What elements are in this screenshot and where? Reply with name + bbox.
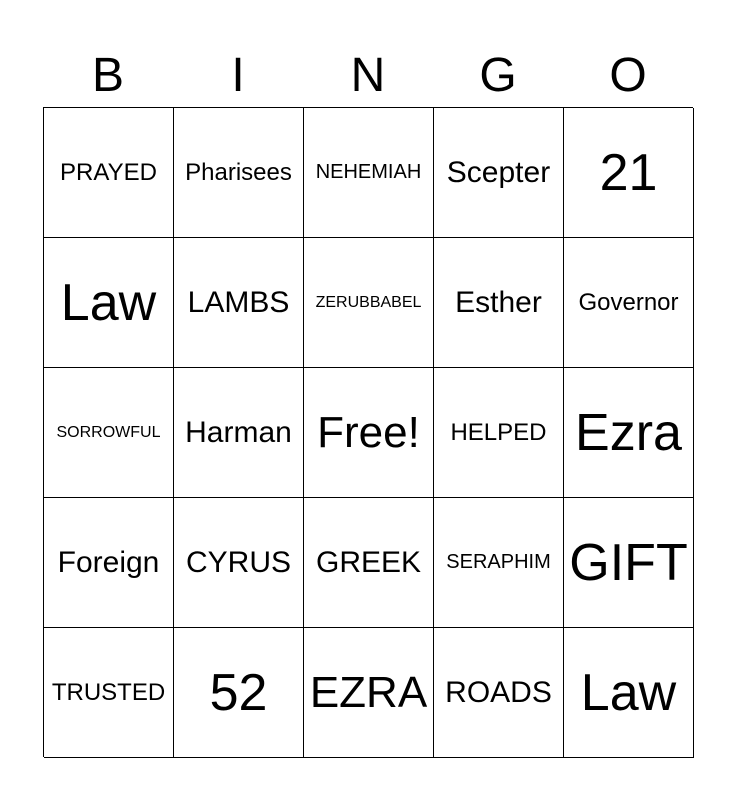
bingo-cell-text: GIFT [569,533,688,592]
bingo-cell[interactable] [44,238,174,368]
bingo-cell[interactable] [304,108,434,238]
bingo-cell[interactable] [434,498,564,628]
bingo-cell-text: Esther [455,285,542,319]
bingo-cell-text: SERAPHIM [446,551,551,573]
free-space-cell[interactable] [304,368,434,498]
bingo-cell-text: Governor [578,288,679,316]
header-letter-n: N [350,49,386,102]
bingo-cell[interactable] [564,108,694,238]
header-letter-b: B [91,49,124,102]
header-letter-o: O [609,49,647,102]
bingo-cell[interactable] [174,238,304,368]
bingo-cell-text: Law [580,663,677,722]
bingo-cell-text: PRAYED [60,158,157,186]
bingo-cell[interactable] [304,498,434,628]
bingo-cell[interactable] [44,108,174,238]
bingo-cell-text: Ezra [575,403,682,462]
header-letter-g: G [479,49,517,102]
bingo-cell[interactable] [174,498,304,628]
bingo-cell[interactable] [174,368,304,498]
bingo-cell-text: LAMBS [187,285,290,319]
bingo-cell[interactable] [434,368,564,498]
free-space-text: Free! [317,407,420,457]
bingo-cell-text: EZRA [309,667,428,717]
header-letter-i: I [231,49,245,102]
bingo-cell-text: Law [60,273,157,332]
bingo-cell[interactable] [44,368,174,498]
bingo-cell-text: Scepter [446,155,551,189]
bingo-cell-text: SORROWFUL [56,423,161,441]
bingo-cell[interactable] [44,498,174,628]
bingo-cell-text: GREEK [315,545,422,579]
bingo-cell[interactable] [434,628,564,758]
bingo-header [43,44,693,108]
bingo-cell-text: Harman [185,415,292,449]
bingo-cell-text: HELPED [450,418,547,446]
bingo-cell[interactable] [564,238,694,368]
bingo-cell-text: Foreign [57,545,160,579]
bingo-cell-text: Pharisees [185,158,292,186]
bingo-cell[interactable] [304,238,434,368]
bingo-cell[interactable] [434,108,564,238]
bingo-cell[interactable] [564,368,694,498]
bingo-cell[interactable] [564,498,694,628]
bingo-cell[interactable] [434,238,564,368]
bingo-cell-text: NEHEMIAH [315,161,422,183]
bingo-cell[interactable] [174,628,304,758]
bingo-cell-text: CYRUS [185,545,291,579]
bingo-cell[interactable] [564,628,694,758]
bingo-cell-text: ZERUBBABEL [315,293,422,311]
bingo-cell[interactable] [304,628,434,758]
bingo-cell[interactable] [174,108,304,238]
bingo-cell-text: 21 [599,143,658,202]
bingo-cell-text: TRUSTED [51,678,166,706]
bingo-cell-text: 52 [209,663,268,722]
bingo-cell-text: ROADS [445,675,552,709]
bingo-card-grid [43,107,693,757]
bingo-cell[interactable] [44,628,174,758]
